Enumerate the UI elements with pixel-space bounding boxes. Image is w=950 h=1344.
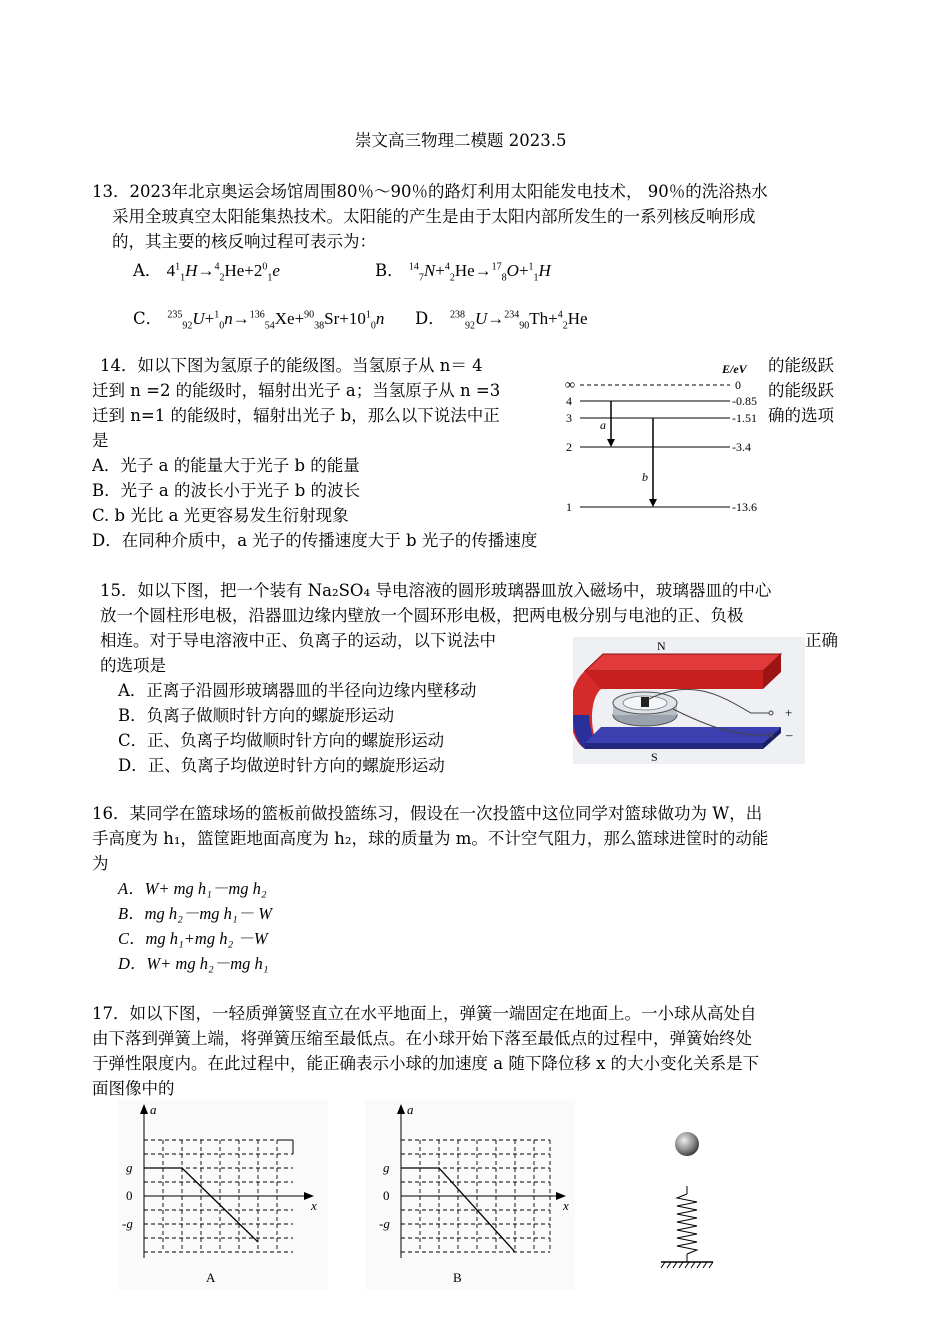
q15-stem-right: 正确 (805, 631, 838, 650)
graph-a-caption: A (206, 1270, 216, 1285)
graph-b-caption: B (453, 1270, 462, 1285)
q14-stem-line-1: 14．如以下图为氢原子的能级图。当氢原子从 n＝ 4 (100, 356, 483, 375)
q13-option-a[interactable] (133, 257, 280, 283)
level-4-n: 4 (566, 394, 572, 408)
q15-option-c[interactable]: C．正、负离子均做顺时针方向的螺旋形运动 (118, 731, 445, 750)
q16-stem-line-3: 为 (92, 854, 109, 873)
q15-stem-line-1: 15．如以下图，把一个装有 Na₂SO₄ 导电溶液的圆形玻璃器皿放入磁场中，玻璃器皿的中心 (100, 581, 772, 600)
q14-stem-right-2: 的能级跃 (768, 381, 834, 400)
q14-stem-right-3: 确的选项 (768, 406, 834, 425)
option-label: D． (415, 309, 445, 328)
ball (675, 1132, 699, 1156)
q17-stem-line-1: 17．如以下图，一轻质弹簧竖直立在水平地面上，弹簧一端固定在地面上。一小球从高处自 (92, 1004, 757, 1023)
negative-terminal-label: – (786, 727, 793, 742)
option-label: B． (375, 261, 404, 280)
magnet-north-front (585, 671, 763, 689)
x-axis-label: x (311, 1198, 317, 1213)
nuclear-equation-c: $^{235}_{92}U+^1_0n\to^{136}_{54}Xe+^{90}_{38}Sr+10^1_0n$ (167, 309, 385, 332)
nuclear-equation-d: $^{238}_{92}$U→$^{234}_{90}$Th+$^4_2$He (449, 309, 588, 332)
q15-stem-line-2: 放一个圆柱形电极，沿器皿边缘内壁放一个圆环形电极，把两电极分别与电池的正、负极 (100, 606, 744, 625)
q14-option-b[interactable]: B．光子 a 的波长小于光子 b 的波长 (92, 481, 361, 500)
ball-spring-figure (655, 1120, 715, 1270)
level-1-n: 1 (566, 500, 572, 514)
q14-stem-line-4: 是 (92, 431, 109, 450)
q13-stem-line-3: 的，其主要的核反响过程可表示为： (112, 232, 376, 251)
q16-option-a[interactable]: A．W+ mg h₁－mg h₂ (118, 879, 267, 898)
arrow-b-head (649, 499, 657, 507)
y-axis-label: a (150, 1102, 157, 1117)
tick-g: g (126, 1160, 133, 1175)
magnet-south-front (585, 743, 763, 749)
q16-stem-line-1: 16．某同学在篮球场的篮板前做投篮练习，假设在一次投篮中这位同学对篮球做功为 W，出 (92, 804, 763, 823)
q13-stem-line-2: 采用全玻真空太阳能集热技术。太阳能的产生是由于太阳内部所发生的一系列核反响形成 (112, 207, 756, 226)
q15-stem-line-4: 的选项是 (100, 656, 166, 675)
q14-option-d[interactable]: D．在同种介质中，a 光子的传播速度大于 b 光子的传播速度 (92, 531, 538, 550)
q16-option-c[interactable]: C．mg h₁+mg h₂ －W (118, 929, 268, 948)
arrow-b-label: b (642, 470, 648, 484)
arrow-a-head (607, 439, 615, 447)
level-inf-energy: 0 (735, 378, 741, 392)
nuclear-equation-a: $4^1_1H\to^4_2He+2^0_1e$ (166, 261, 280, 284)
magnet-north-top (585, 654, 781, 671)
level-3-n: 3 (566, 411, 572, 425)
q14-stem-line-3: 迁到 n=1 的能级时，辐射出光子 b，那么以下说法中正 (92, 406, 500, 425)
south-label: S (651, 750, 658, 764)
level-1-energy: -13.6 (732, 500, 757, 514)
tick-neg-g: -g (122, 1216, 133, 1231)
q14-option-a[interactable]: A．光子 a 的能量大于光子 b 的能量 (92, 456, 360, 475)
north-label: N (657, 639, 666, 653)
q15-option-d[interactable]: D．正、负离子均做逆时针方向的螺旋形运动 (118, 756, 445, 775)
q14-stem-line-2: 迁到 n =2 的能级时，辐射出光子 a；当氢原子从 n =3 (92, 381, 501, 400)
center-electrode (641, 697, 649, 707)
option-label: A． (133, 261, 162, 280)
nuclear-equation-b: $^{14}_7$N+$^4_2$He→$^{17}_8$O+$^1_1$H (408, 261, 551, 284)
q17-stem-line-2: 由下落到弹簧上端，将弹簧压缩至最低点。在小球开始下落至最低点的过程中，弹簧始终处 (92, 1029, 752, 1048)
q13-stem-line-1: 13．2023年北京奥运会场馆周围80％～90％的路灯利用太阳能发电技术， 90％的洗浴热水 (92, 182, 768, 201)
positive-terminal-label: + (785, 705, 793, 720)
page-title: 崇文高三物理二模题 2023.5 (355, 131, 567, 150)
option-label: C． (133, 309, 163, 328)
q16-option-b[interactable]: B．mg h₂－mg h₁－ W (118, 904, 273, 923)
spring (677, 1194, 697, 1254)
graph-b[interactable] (365, 1100, 575, 1290)
q14-option-c[interactable]: C. b 光比 a 光更容易发生衍射现象 (92, 506, 349, 525)
level-4-energy: -0.85 (732, 394, 757, 408)
level-3-energy: -1.51 (732, 411, 757, 425)
y-axis-label: a (407, 1102, 414, 1117)
q15-option-b[interactable]: B．负离子做顺时针方向的螺旋形运动 (118, 706, 395, 725)
q15-option-a[interactable]: A．正离子沿圆形玻璃器皿的半径向边缘内壁移动 (118, 681, 477, 700)
graph-a[interactable] (118, 1100, 328, 1290)
q15-stem-line-3: 相连。对于导电溶液中正、负离子的运动，以下说法中 (100, 631, 496, 650)
tick-g: g (383, 1160, 390, 1175)
q13-option-d[interactable] (415, 305, 588, 331)
q13-option-c[interactable] (133, 305, 384, 331)
x-axis-label: x (563, 1198, 569, 1213)
level-inf-n: ∞ (565, 378, 575, 393)
q17-stem-line-4: 面图像中的 (92, 1079, 175, 1098)
magnet-dish-figure (573, 637, 805, 764)
tick-neg-g: -g (379, 1216, 390, 1231)
q17-stem-line-3: 于弹性限度内。在此过程中，能正确表示小球的加速度 a 随下降位移 x 的大小变化关系是下 (92, 1054, 760, 1073)
q14-stem-right-1: 的能级跃 (768, 356, 834, 375)
q13-option-b[interactable] (375, 257, 551, 283)
arrow-a-label: a (600, 418, 606, 432)
q16-option-d[interactable]: D．W+ mg h₂－mg h₁ (118, 954, 269, 973)
energy-axis-label: E/eV (722, 362, 747, 376)
energy-level-diagram (560, 355, 770, 520)
level-2-energy: -3.4 (732, 440, 751, 454)
tick-0: 0 (126, 1188, 133, 1203)
q16-stem-line-2: 手高度为 h₁，篮筐距地面高度为 h₂，球的质量为 m。不计空气阻力，那么篮球进筐时的动能 (92, 829, 769, 848)
tick-0: 0 (383, 1188, 390, 1203)
level-2-n: 2 (566, 440, 572, 454)
